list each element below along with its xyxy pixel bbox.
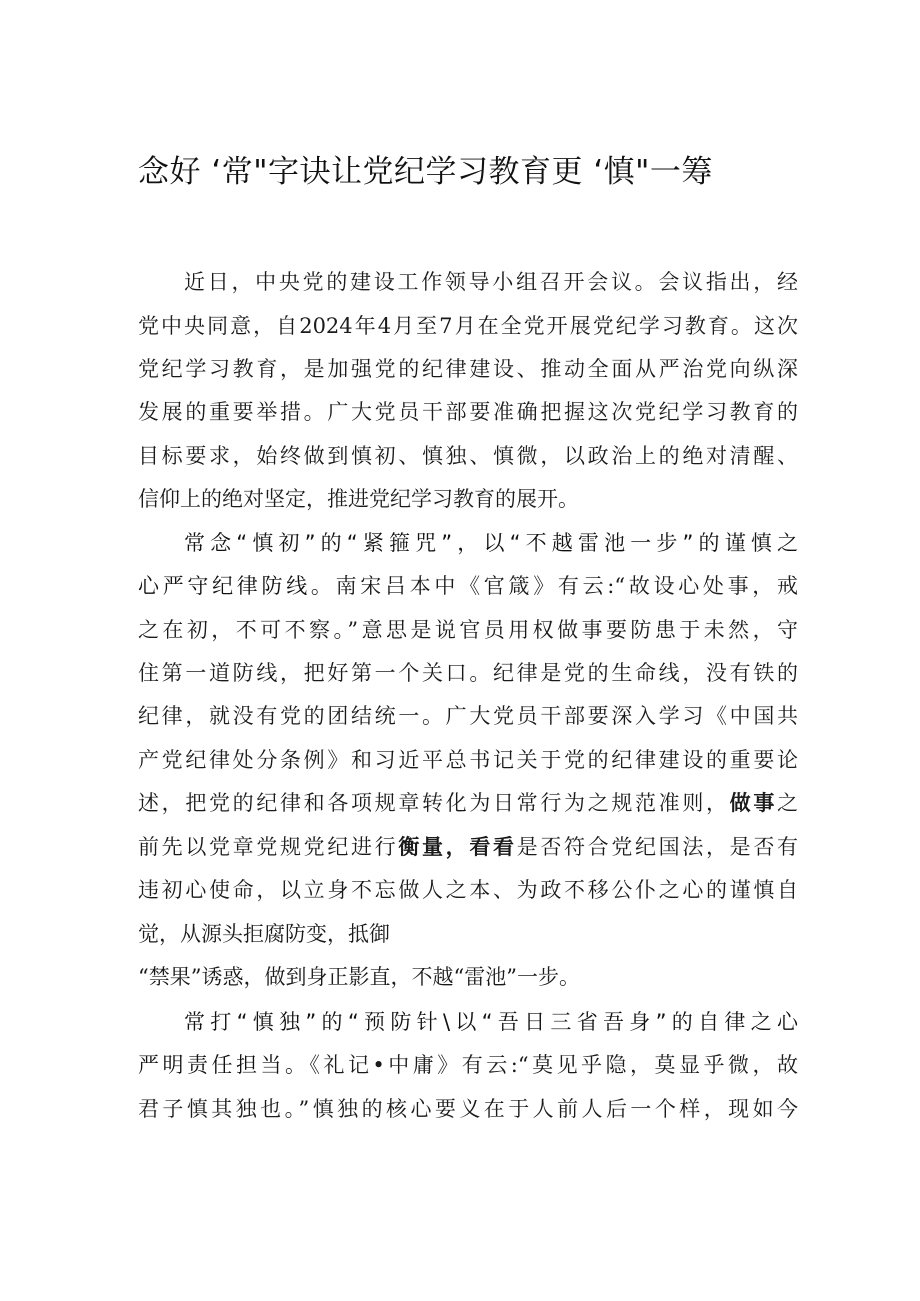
paragraph-2-heading-end: 心严守纪律防线。: [138, 574, 336, 598]
paragraph-1-line-1: 近日，中央党的建设工作领导小组召开会议。会议指出，经: [184, 270, 798, 294]
paragraph-2-line-10: 觉，从源头拒腐防变，抵御: [138, 922, 390, 946]
paragraph-2-line-8-bold: 衡量，看看: [398, 835, 517, 859]
paragraph-2-line-5: 纪律，就没有党的团结统一。广大党员干部要深入学习《中国共: [138, 704, 798, 728]
paragraph-3-line-3: 君子慎其独也。”慎独的核心要义在于人前人后一个样，现如今: [138, 1097, 798, 1121]
paragraph-2-line-6: 产党纪律处分条例》和习近平总书记关于党的纪律建设的重要论: [138, 748, 798, 772]
paragraph-1-line-5: 目标要求，始终做到慎初、慎独、慎微，以政治上的绝对清醒、: [138, 444, 798, 468]
paragraph-2-line-2-text: 南宋吕本中《官箴》有云:“故设心处事，戒: [335, 574, 798, 598]
paragraph-3-line-2-text: 《礼记•中庸》有云:“莫见乎隐，莫显乎微，故: [309, 1053, 798, 1077]
paragraph-2-line-8-text-c: 是否符合党纪国法，是否有: [516, 835, 798, 859]
paragraph-1-line-3: 党纪学习教育，是加强党的纪律建设、推动全面从严治党向纵深: [138, 357, 798, 381]
paragraph-1-line-6: 信仰上的绝对坚定，推进党纪学习教育的展开。: [138, 487, 579, 511]
paragraph-2-line-3: 之在初，不可不察。”意思是说官员用权做事要防患于未然，守: [138, 618, 798, 642]
paragraph-2-line-7-text-a: 述，把党的纪律和各项规章转化为日常行为之规范准则，: [138, 791, 730, 815]
paragraph-1-line-2: 党中央同意，自2024年4月至7月在全党开展党纪学习教育。这次: [138, 314, 798, 338]
paragraph-2-line-2: [138, 570, 798, 602]
paragraph-2-line-8: [138, 831, 798, 863]
paragraph-3-heading-end: 严明责任担当。: [138, 1053, 310, 1077]
page-title: 念好 ‘常"字诀让党纪学习教育更 ‘慎"一筹: [138, 154, 713, 190]
paragraph-2-line-7-text-c: 之: [777, 791, 798, 815]
paragraph-2-line-9: 违初心使命，以立身不忘做人之本、为政不移公仆之心的谨慎自: [138, 878, 798, 902]
paragraph-2-line-7-bold: 做事: [729, 791, 778, 815]
paragraph-2-heading-line-1: 常念“慎初”的“紧箍咒”，以“不越雷池一步”的谨慎之: [184, 531, 798, 555]
paragraph-1-line-4: 发展的重要举措。广大党员干部要准确把握这次党纪学习教育的: [138, 400, 798, 424]
paragraph-3-line-2: [138, 1049, 798, 1081]
paragraph-2-line-11: “禁果”诱惑，做到身正影直，不越“雷池”一步。: [138, 965, 580, 989]
paragraph-2-line-4: 住第一道防线，把好第一个关口。纪律是党的生命线，没有铁的: [138, 661, 798, 685]
paragraph-3-heading-line-1: 常打“慎独”的“预防针\以“吾日三省吾身”的自律之心: [184, 1010, 798, 1034]
paragraph-2-line-8-text-a: 前先以党章党规党纪进行: [138, 835, 399, 859]
paragraph-2-line-7: [138, 787, 798, 819]
